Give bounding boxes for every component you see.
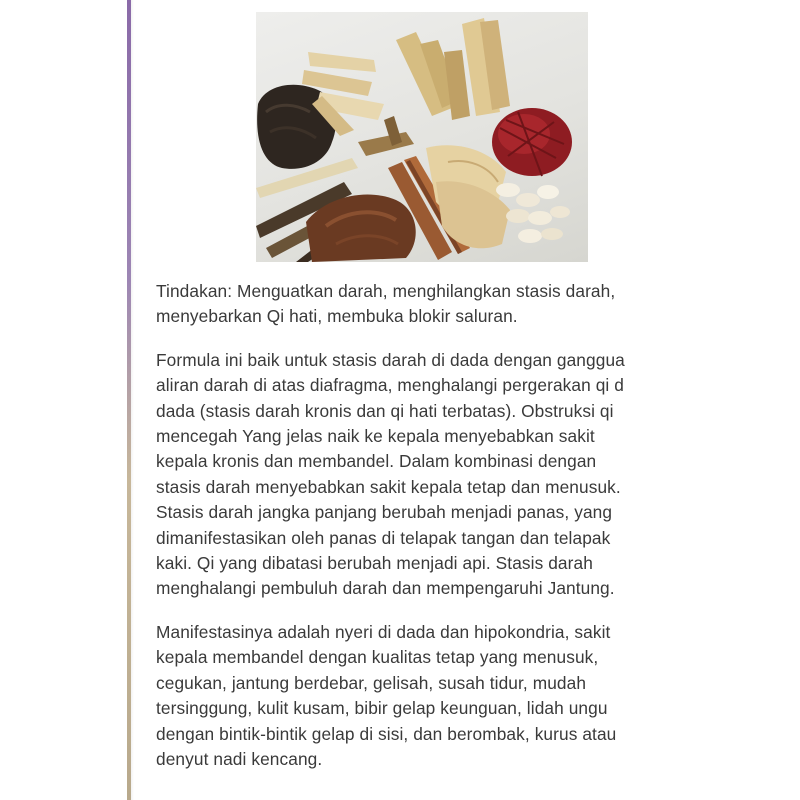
tan-root-pieces	[396, 18, 510, 120]
small-twig	[358, 132, 414, 156]
text-line: stasis darah menyebabkan sakit kepala tetap dan menusuk.	[156, 476, 621, 497]
text-line: dengan bintik-bintik gelap di sisi, dan berombak, kurus atau	[156, 723, 617, 744]
text-line: mencegah Yang jelas naik ke kepala menyebabkan sakit	[156, 426, 595, 447]
paragraph-manifestasi	[156, 620, 686, 772]
article-body	[156, 279, 686, 790]
text-line: tersinggung, kulit kusam, bibir gelap keunguan, lidah ungu	[156, 698, 608, 719]
text-line: menyebarkan Qi hati, membuka blokir saluran.	[156, 306, 518, 327]
text-line: aliran darah di atas diafragma, menghalangi pergerakan qi d	[156, 375, 624, 396]
text-line: cegukan, jantung berdebar, gelisah, susah tidur, mudah	[156, 672, 587, 693]
text-line: Formula ini baik untuk stasis darah di dada dengan ganggua	[156, 349, 625, 370]
paragraph-tindakan	[156, 279, 686, 330]
text-line: dimanifestasikan oleh panas di telapak tangan dan telapak	[156, 527, 611, 548]
text-line: Tindakan: Menguatkan darah, menghilangkan stasis darah,	[156, 281, 616, 301]
herbs-illustration	[256, 12, 588, 262]
red-saffron-strands	[492, 108, 572, 176]
text-line: kaki. Qi yang dibatasi berubah menjadi api. Stasis darah	[156, 553, 593, 574]
text-line: menghalangi pembuluh darah dan mempengaruhi Jantung.	[156, 578, 615, 599]
paragraph-formula	[156, 348, 686, 602]
text-line: dada (stasis darah kronis dan qi hati terbatas). Obstruksi qi	[156, 400, 614, 421]
page-edge-shadow	[131, 0, 134, 800]
text-line: kepala membandel dengan kualitas tetap yang menusuk,	[156, 647, 599, 668]
text-line: Manifestasinya adalah nyeri di dada dan hipokondria, sakit	[156, 621, 611, 642]
herbs-photo	[256, 12, 588, 262]
text-line: denyut nadi kencang.	[156, 748, 323, 769]
text-line: Stasis darah jangka panjang berubah menjadi panas, yang	[156, 502, 613, 523]
text-line: kepala kronis dan membandel. Dalam kombinasi dengan	[156, 451, 597, 472]
